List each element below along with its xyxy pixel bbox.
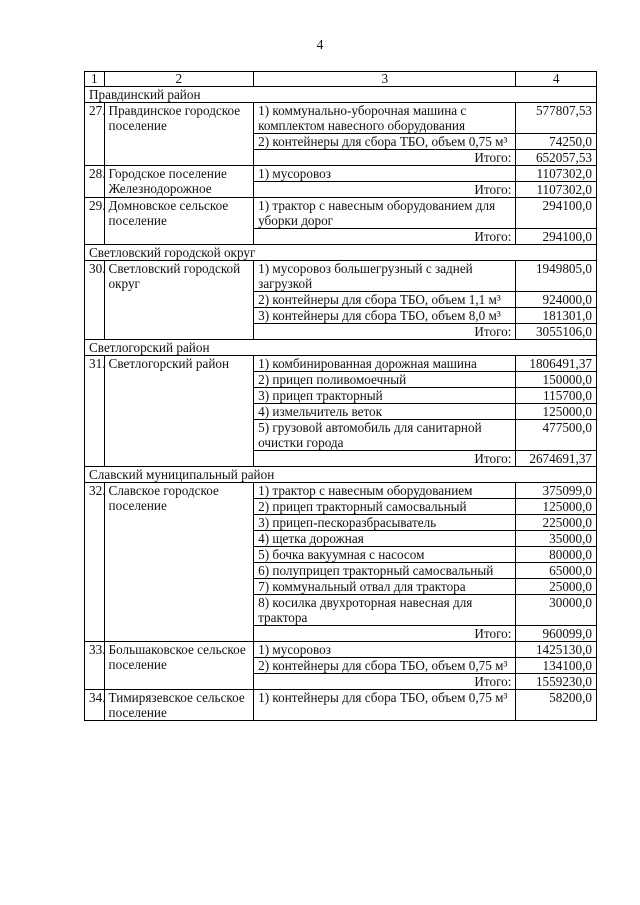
table-row <box>85 103 597 134</box>
item-amount: 80000,0 <box>516 547 597 563</box>
total-amount: 294100,0 <box>516 229 597 245</box>
total-amount: 960099,0 <box>516 626 597 642</box>
item-amount: 294100,0 <box>516 198 597 229</box>
item-description: 1) трактор с навесным оборудованием для уборки дорог <box>254 198 516 229</box>
entry-number: 34. <box>85 690 105 721</box>
page-number: 4 <box>316 37 324 52</box>
item-description: 2) прицеп тракторный самосвальный <box>254 499 516 515</box>
entry-number: 29. <box>85 198 105 245</box>
table-row <box>85 166 597 182</box>
entry-name: Тимирязевское сельское поселение <box>104 690 254 721</box>
item-description: 6) полуприцеп тракторный самосвальный <box>254 563 516 579</box>
table-row <box>85 198 597 229</box>
column-header: 2 <box>104 72 254 87</box>
item-amount: 30000,0 <box>516 595 597 626</box>
column-header: 1 <box>85 72 105 87</box>
total-label: Итого: <box>254 150 516 166</box>
entry-number: 30. <box>85 261 105 340</box>
item-description: 1) комбинированная дорожная машина <box>254 356 516 372</box>
region-name: Светловский городской округ <box>85 245 597 261</box>
item-description: 2) контейнеры для сбора ТБО, объем 1,1 м³ <box>254 292 516 308</box>
item-amount: 477500,0 <box>516 420 597 451</box>
entry-number: 33. <box>85 642 105 690</box>
item-amount: 577807,53 <box>516 103 597 134</box>
entry-name: Городское поселение Железнодорожное <box>104 166 254 198</box>
item-amount: 115700,0 <box>516 388 597 404</box>
entry-number: 31. <box>85 356 105 467</box>
region-row <box>85 87 597 103</box>
item-description: 4) щетка дорожная <box>254 531 516 547</box>
item-description: 5) грузовой автомобиль для санитарной очистки города <box>254 420 516 451</box>
total-amount: 3055106,0 <box>516 324 597 340</box>
region-row <box>85 340 597 356</box>
total-label: Итого: <box>254 324 516 340</box>
item-description: 2) контейнеры для сбора ТБО, объем 0,75 м³ <box>254 134 516 150</box>
item-description: 1) мусоровоз <box>254 166 516 182</box>
item-amount: 1425130,0 <box>516 642 597 658</box>
entry-name: Светловский городской округ <box>104 261 254 340</box>
total-label: Итого: <box>254 182 516 198</box>
total-label: Итого: <box>254 451 516 467</box>
item-amount: 125000,0 <box>516 499 597 515</box>
total-label: Итого: <box>254 674 516 690</box>
item-amount: 65000,0 <box>516 563 597 579</box>
total-label: Итого: <box>254 626 516 642</box>
item-amount: 150000,0 <box>516 372 597 388</box>
region-name: Светлогорский район <box>85 340 597 356</box>
item-description: 1) контейнеры для сбора ТБО, объем 0,75 м³ <box>254 690 516 721</box>
column-header: 3 <box>254 72 516 87</box>
region-name: Славский муниципальный район <box>85 467 597 483</box>
item-amount: 225000,0 <box>516 515 597 531</box>
item-amount: 35000,0 <box>516 531 597 547</box>
entry-name: Светлогорский район <box>104 356 254 467</box>
item-description: 1) трактор с навесным оборудованием <box>254 483 516 499</box>
table-row <box>85 356 597 372</box>
total-amount: 652057,53 <box>516 150 597 166</box>
total-amount: 1107302,0 <box>516 182 597 198</box>
total-label: Итого: <box>254 229 516 245</box>
table-row <box>85 483 597 499</box>
region-row <box>85 467 597 483</box>
column-header: 4 <box>516 72 597 87</box>
region-name: Правдинский район <box>85 87 597 103</box>
item-description: 2) контейнеры для сбора ТБО, объем 0,75 м³ <box>254 658 516 674</box>
table-row <box>85 642 597 658</box>
item-description: 3) прицеп-пескоразбрасыватель <box>254 515 516 531</box>
item-amount: 125000,0 <box>516 404 597 420</box>
entry-name: Большаковское сельское поселение <box>104 642 254 690</box>
item-amount: 1806491,37 <box>516 356 597 372</box>
entry-name: Славское городское поселение <box>104 483 254 642</box>
funding-table <box>84 71 597 721</box>
item-amount: 181301,0 <box>516 308 597 324</box>
header-row <box>85 72 597 87</box>
item-description: 2) прицеп поливомоечный <box>254 372 516 388</box>
entry-number: 32. <box>85 483 105 642</box>
item-description: 1) коммунально-уборочная машина с комплектом навесного оборудования <box>254 103 516 134</box>
region-row <box>85 245 597 261</box>
item-amount: 375099,0 <box>516 483 597 499</box>
total-amount: 1559230,0 <box>516 674 597 690</box>
item-amount: 924000,0 <box>516 292 597 308</box>
table-row <box>85 261 597 292</box>
entry-number: 27. <box>85 103 105 166</box>
item-description: 1) мусоровоз большегрузный с задней загрузкой <box>254 261 516 292</box>
entry-name: Правдинское городское поселение <box>104 103 254 166</box>
item-amount: 74250,0 <box>516 134 597 150</box>
item-description: 8) косилка двухроторная навесная для трактора <box>254 595 516 626</box>
table-row <box>85 690 597 721</box>
item-amount: 58200,0 <box>516 690 597 721</box>
item-amount: 1107302,0 <box>516 166 597 182</box>
item-description: 3) прицеп тракторный <box>254 388 516 404</box>
item-amount: 1949805,0 <box>516 261 597 292</box>
item-amount: 25000,0 <box>516 579 597 595</box>
item-amount: 134100,0 <box>516 658 597 674</box>
item-description: 3) контейнеры для сбора ТБО, объем 8,0 м³ <box>254 308 516 324</box>
entry-name: Домновское сельское поселение <box>104 198 254 245</box>
entry-number: 28. <box>85 166 105 198</box>
item-description: 4) измельчитель веток <box>254 404 516 420</box>
item-description: 5) бочка вакуумная с насосом <box>254 547 516 563</box>
item-description: 1) мусоровоз <box>254 642 516 658</box>
total-amount: 2674691,37 <box>516 451 597 467</box>
item-description: 7) коммунальный отвал для трактора <box>254 579 516 595</box>
